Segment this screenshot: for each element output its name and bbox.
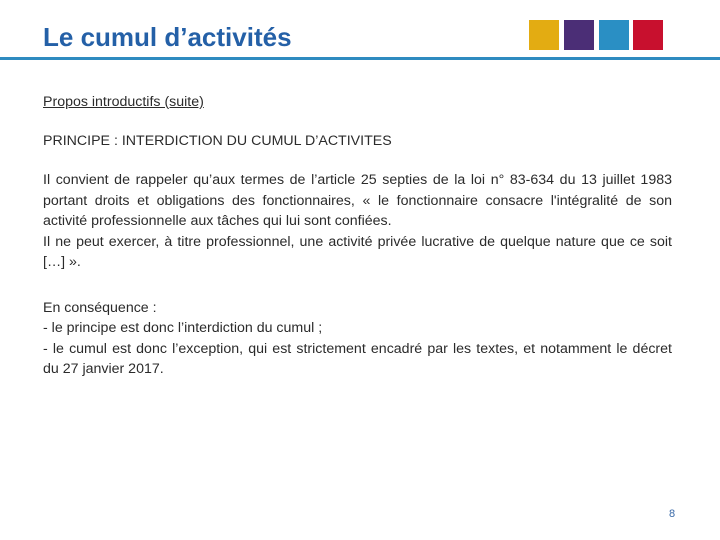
decorative-square-blue <box>599 20 629 50</box>
principle-heading: PRINCIPE : INTERDICTION DU CUMUL D’ACTIVITES <box>43 132 392 149</box>
decorative-square-red <box>633 20 663 50</box>
consequence-item: - le principe est donc l’interdiction du cumul ; <box>43 320 323 336</box>
header-divider <box>0 57 720 60</box>
spacer <box>43 273 672 298</box>
slide-body <box>43 92 672 380</box>
decorative-square-yellow <box>529 20 559 50</box>
page-number: 8 <box>669 508 676 520</box>
paragraph-exercise: Il ne peut exercer, à titre professionnel, une activité privée lucrative de quelque nature que ce soit […] ». <box>43 233 672 270</box>
decorative-square-purple <box>564 20 594 50</box>
section-subtitle: Propos introductifs (suite) <box>43 94 204 110</box>
slide-title: Le cumul d’activités <box>43 22 292 52</box>
consequence-intro: En conséquence : <box>43 299 157 316</box>
consequence-item: - le cumul est donc l’exception, qui est strictement encadré par les textes, et notamment le décret du 27 janvier 2017. <box>43 340 672 377</box>
paragraph-article: Il convient de rappeler qu’aux termes de l’article 25 septies de la loi n° 83-634 du 13 juillet 1983 portant droits et obligations des fonctionnaires, « le fonctionnaire consacre l'intégralité de son activité professionnelle aux tâches qui lui sont confiées. <box>43 172 672 229</box>
